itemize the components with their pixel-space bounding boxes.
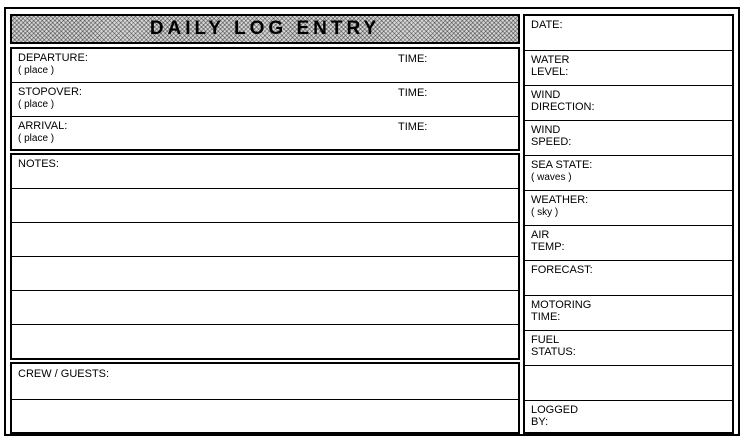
- date-label: DATE:: [531, 19, 563, 31]
- crew-section: [10, 362, 520, 434]
- stopover-row[interactable]: [12, 83, 518, 117]
- notes-line[interactable]: [12, 325, 518, 358]
- notes-line[interactable]: [12, 291, 518, 325]
- motoring-time-label: MOTORING TIME:: [531, 299, 592, 323]
- fuel-status-label: FUEL STATUS:: [531, 334, 576, 358]
- arrival-time-label: TIME:: [398, 121, 428, 133]
- crew-line[interactable]: [12, 400, 518, 432]
- stopover-label: STOPOVER: ( place ): [18, 86, 82, 110]
- forecast-cell[interactable]: [525, 261, 732, 296]
- motoring-time-cell[interactable]: [525, 296, 732, 331]
- stopover-time-label: TIME:: [398, 87, 428, 99]
- arrival-row[interactable]: [12, 117, 518, 149]
- crew-label: CREW / GUESTS:: [18, 368, 110, 380]
- wind-speed-cell[interactable]: [525, 121, 732, 156]
- weather-cell[interactable]: [525, 191, 732, 226]
- weather-label: WEATHER: ( sky ): [531, 194, 589, 218]
- notes-label: NOTES:: [18, 158, 59, 170]
- weather-sublabel: ( sky ): [531, 207, 559, 218]
- wind-direction-label: WIND DIRECTION:: [531, 89, 595, 113]
- water-level-cell[interactable]: [525, 51, 732, 86]
- notes-section: [10, 153, 520, 360]
- wind-direction-cell[interactable]: [525, 86, 732, 121]
- arrival-sublabel: ( place ): [18, 133, 55, 144]
- water-level-label: WATER LEVEL:: [531, 54, 570, 78]
- title-banner: [10, 14, 520, 44]
- departure-time-label: TIME:: [398, 53, 428, 65]
- air-temp-cell[interactable]: [525, 226, 732, 261]
- crew-line[interactable]: [12, 364, 518, 400]
- air-temp-label: AIR TEMP:: [531, 229, 565, 253]
- forecast-label: FORECAST:: [531, 264, 593, 276]
- sea-state-label: SEA STATE: ( waves ): [531, 159, 593, 183]
- notes-line[interactable]: [12, 155, 518, 189]
- arrival-label: ARRIVAL: ( place ): [18, 120, 68, 144]
- stopover-sublabel: ( place ): [18, 99, 55, 110]
- conditions-column: [523, 14, 734, 434]
- departure-row[interactable]: [12, 49, 518, 83]
- notes-line[interactable]: [12, 223, 518, 257]
- sea-state-cell[interactable]: [525, 156, 732, 191]
- departure-label: DEPARTURE: ( place ): [18, 52, 88, 76]
- travel-legs-section: [10, 47, 520, 151]
- logged-by-cell[interactable]: [525, 401, 732, 432]
- wind-speed-label: WIND SPEED:: [531, 124, 572, 148]
- blank-cell[interactable]: [525, 366, 732, 401]
- notes-line[interactable]: [12, 257, 518, 291]
- page-title: DAILY LOG ENTRY: [149, 18, 381, 39]
- logged-by-label: LOGGED BY:: [531, 404, 579, 428]
- date-cell[interactable]: [525, 16, 732, 51]
- sea-state-sublabel: ( waves ): [531, 172, 572, 183]
- fuel-status-cell[interactable]: [525, 331, 732, 366]
- departure-sublabel: ( place ): [18, 65, 55, 76]
- notes-line[interactable]: [12, 189, 518, 223]
